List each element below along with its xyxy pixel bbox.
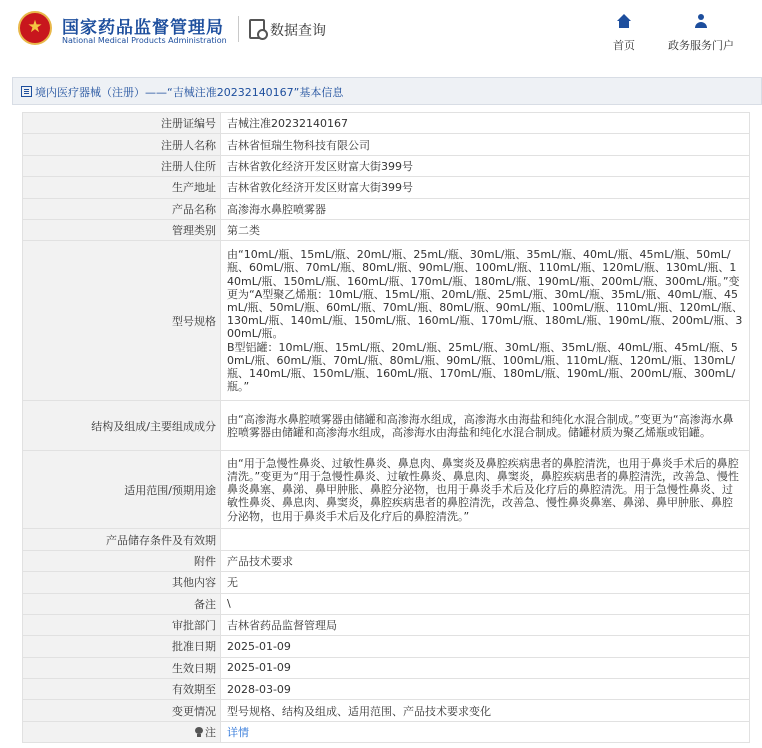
field-value: 无 [221,572,750,593]
spec-text-b: B型铝罐：10mL/瓶、15mL/瓶、20mL/瓶、25mL/瓶、30mL/瓶、35mL/瓶、40mL/瓶、45mL/瓶、50mL/瓶、60mL/瓶、70mL/瓶、80mL/瓶、90mL/瓶、100mL/瓶、110mL/瓶、120mL/瓶、130mL/瓶、140mL/瓶、150mL/瓶、160mL/瓶、170mL/瓶、180mL/瓶、190mL/瓶、200mL/瓶、300mL/瓶。” [227,340,738,394]
field-label: 批准日期 [23,636,221,657]
user-icon [694,14,708,28]
document-icon [21,86,32,97]
field-value: \ [221,593,750,614]
table-row [23,401,750,451]
home-icon [617,14,631,28]
data-query-link[interactable]: 数据查询 [270,23,326,39]
lightbulb-icon [195,727,203,737]
field-label: 其他内容 [23,572,221,593]
table-row [23,636,750,657]
field-value: 由“高渗海水鼻腔喷雾器由储罐和高渗海水组成，高渗海水由海盐和纯化水混合制成。”变更为“高渗海水鼻腔喷雾器由储罐和高渗海水组成，高渗海水由海盐和纯化水混合制成。储罐材质为聚乙烯瓶或铝罐。 [221,401,750,451]
table-row [23,529,750,550]
table-row [23,219,750,240]
table-row [23,679,750,700]
field-label: 注册人名称 [23,134,221,155]
table-row [23,700,750,721]
header-divider [238,16,239,42]
nav-home-label: 首页 [613,39,635,52]
field-value: 高渗海水鼻腔喷雾器 [221,198,750,219]
breadcrumb [12,77,762,105]
table-row [23,550,750,571]
table-row [23,155,750,176]
field-label: 变更情况 [23,700,221,721]
field-label: 适用范围/预期用途 [23,451,221,529]
field-value: 2028-03-09 [221,679,750,700]
data-query-icon [249,19,265,39]
field-label: 附件 [23,550,221,571]
device-info-table [22,112,750,743]
field-value: 吉林省敦化经济开发区财富大街399号 [221,177,750,198]
details-link[interactable]: 详情 [227,726,249,740]
brand-subtitle: National Medical Products Administration [62,36,227,45]
field-value: 2025-01-09 [221,636,750,657]
field-value: 第二类 [221,219,750,240]
field-value [221,721,750,742]
table-row [23,614,750,635]
table-row [23,134,750,155]
nav-service-portal[interactable] [660,12,742,53]
site-header [0,0,762,66]
note-label [195,724,216,740]
note-label-cell [23,721,221,742]
field-label: 结构及组成/主要组成成分 [23,401,221,451]
field-value: 由“用于急慢性鼻炎、过敏性鼻炎、鼻息肉、鼻窦炎及鼻腔疾病患者的鼻腔清洗，也用于鼻炎手术后的鼻腔清洗。”变更为“用于急慢性鼻炎、过敏性鼻炎、鼻息肉、鼻窦炎，鼻腔疾病患者的鼻腔清洗，改善急、慢性鼻炎鼻塞、鼻涕、鼻甲肿胀、鼻腔分泌物，也用于鼻炎手术后及化疗后的鼻腔清洗。用于急慢性鼻炎、过敏性鼻炎、鼻息肉、鼻窦炎，鼻腔疾病患者的鼻腔清洗，改善急、慢性鼻炎鼻塞、鼻涕、鼻甲肿胀、鼻腔分泌物，也用于鼻炎手术后及化疗后的鼻腔清洗。” [221,451,750,529]
spec-text-a: 由“10mL/瓶、15mL/瓶、20mL/瓶、25mL/瓶、30mL/瓶、35mL/瓶、40mL/瓶、45mL/瓶、50mL/瓶、60mL/瓶、70mL/瓶、80mL/瓶、90mL/瓶、100mL/瓶、110mL/瓶、120mL/瓶、130mL/瓶、140mL/瓶、150mL/瓶、160mL/瓶、170mL/瓶、180mL/瓶、190mL/瓶、200mL/瓶、300mL/瓶。”变更为“A型聚乙烯瓶：10mL/瓶、15mL/瓶、20mL/瓶、25mL/瓶、30mL/瓶、35mL/瓶、40mL/瓶、45mL/瓶、50mL/瓶、60mL/瓶、70mL/瓶、80mL/瓶、90mL/瓶、100mL/瓶、110mL/瓶、120mL/瓶、130mL/瓶、140mL/瓶、150mL/瓶、160mL/瓶、170mL/瓶、180mL/瓶、190mL/瓶、200mL/瓶、300mL/瓶。 [227,248,743,341]
field-value [221,241,750,401]
field-label: 产品名称 [23,198,221,219]
field-label: 审批部门 [23,614,221,635]
field-label: 注册证编号 [23,113,221,134]
field-label: 管理类别 [23,219,221,240]
field-label: 备注 [23,593,221,614]
field-value: 吉林省敦化经济开发区财富大街399号 [221,155,750,176]
field-label: 生产地址 [23,177,221,198]
field-label: 生效日期 [23,657,221,678]
table-row [23,241,750,401]
nav-home[interactable] [604,12,644,53]
table-row [23,113,750,134]
national-emblem-icon [18,11,52,45]
table-row [23,721,750,742]
field-label: 有效期至 [23,679,221,700]
table-row [23,572,750,593]
table-row [23,657,750,678]
field-value: 型号规格、结构及组成、适用范围、产品技术要求变化 [221,700,750,721]
field-label: 注册人住所 [23,155,221,176]
table-row [23,593,750,614]
note-label-text: 注 [205,726,216,740]
field-label: 型号规格 [23,241,221,401]
table-row [23,198,750,219]
field-value [221,529,750,550]
field-label: 产品储存条件及有效期 [23,529,221,550]
field-value: 吉林省恒瑞生物科技有限公司 [221,134,750,155]
field-value: 吉林省药品监督管理局 [221,614,750,635]
nav-portal-label: 政务服务门户 [668,39,734,52]
breadcrumb-text: 境内医疗器械（注册）——“吉械注准20232140167”基本信息 [35,86,344,99]
field-value: 吉械注准20232140167 [221,113,750,134]
brand-title[interactable]: 国家药品监督管理局 [62,18,224,38]
table-row [23,451,750,529]
field-value: 2025-01-09 [221,657,750,678]
field-value: 产品技术要求 [221,550,750,571]
table-row [23,177,750,198]
